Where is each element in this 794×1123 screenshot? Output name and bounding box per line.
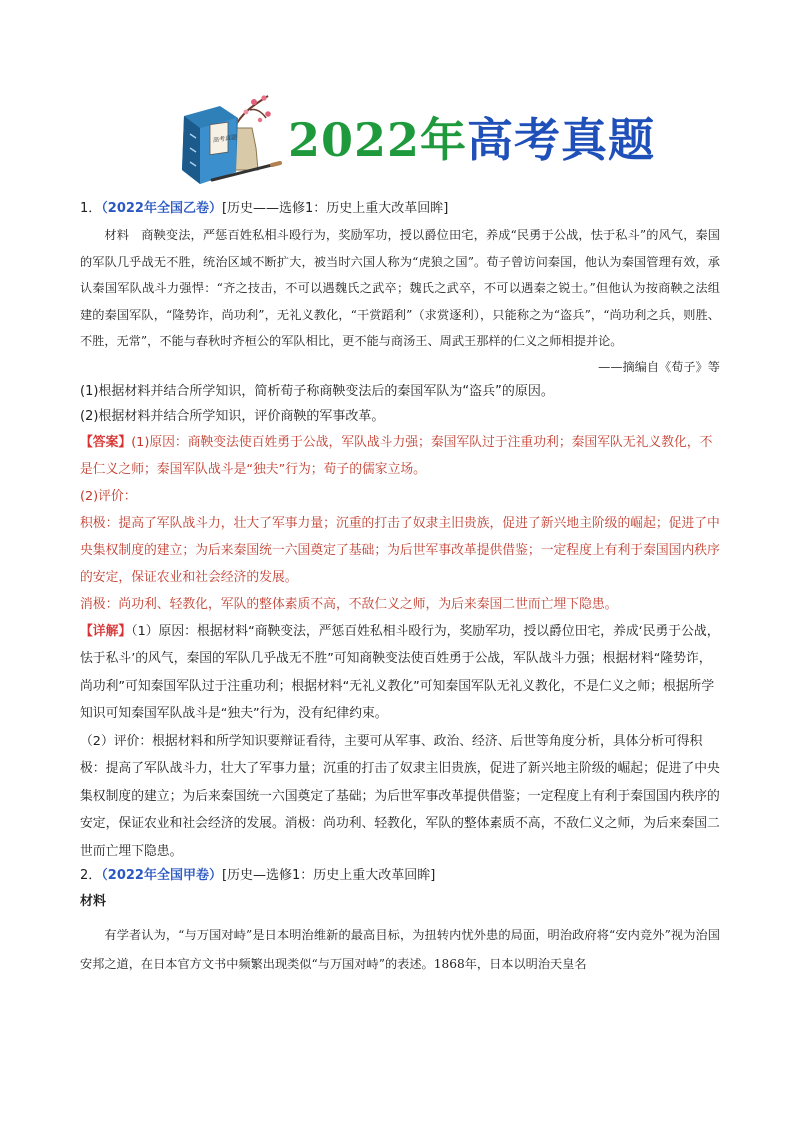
answer-part-2-negative: 消极：尚功利、轻教化，军队的整体素质不高，不敌仁义之师，为后来秦国二世而亡埋下隐患。 [80,596,618,612]
books-logo-icon [172,88,282,188]
detail-part-1: （1）原因：根据材料“商鞅变法，严惩百姓私相斗殴行为，奖励军功，授以爵位田宅，养成‘民勇于公战，怯于私斗’的风气，秦国的军队几乎战无不胜”可知商鞅变法使百姓勇于公战，军队战斗力强；根据材料“隆势诈，尚功利”可知秦国军队过于注重功利；根据材料“无礼义教化”可知秦国军队无礼义教化，不是仁义之师；根据所学知识可知秦国军队战斗是“独夫”行为，没有纪律约束。 [80,623,720,721]
answer-part-2-heading: (2)评价： [80,488,137,504]
detail-tag: 【详解】 [80,623,132,639]
title-year: 2022年 [288,113,468,167]
detail-block [80,618,720,728]
question-2-material: 有学者认为，“与万国对峙”是日本明治维新的最高目标，为扭转内忧外患的局面，明治政府将“安内竞外”视为治国安邦之道，在日本官方文书中频繁出现类似“与万国对峙”的表述。1868年，日本以明治天皇名 [80,928,720,971]
question-number: 1． [80,201,102,216]
answer-block [80,429,720,483]
question-1-ask-1: (1)根据材料并结合所学知识，简析荀子称商鞅变法后的秦国军队为“盗兵”的原因。 [80,383,554,399]
question-number: 2． [80,868,102,883]
question-2-heading [80,865,720,887]
question-source: （2022年全国乙卷） [101,201,222,216]
question-1-material: 材料 商鞅变法，严惩百姓私相斗殴行为，奖励军功，授以爵位田宅，养成“民勇于公战，怯于私斗”的风气，秦国的军队几乎战无不胜，统治区域不断扩大，被当时六国人称为“虎狼之国”。荀子曾访问秦国，他认为秦国管理有效，承认秦国军队战斗力强悍：“齐之技击，不可以遇魏氏之武卒；魏氏之武卒，不可以遇秦之锐士。”但他认为按商鞅之法组建的秦国军队，“隆势诈，尚功利”，无礼义教化，“干赏蹈利”（求赏逐利），只能称之为“盗兵”，“尚功利之兵，则胜、不胜，无常”，不能与春秋时齐桓公的军队相比，更不能与商汤王、周武王那样的仁义之师相提并论。 [80,228,720,348]
title-text: 高考真题 [467,113,656,167]
question-1-heading [80,198,720,220]
material-source-note: ——摘编自《荀子》等 [598,359,720,374]
detail-part-2: （2）评价：根据材料和所学知识要辩证看待，主要可从军事、政治、经济、后世等角度分析，具体分析可得积极：提高了军队战斗力，壮大了军事力量；沉重的打击了奴隶主旧贵族，促进了新兴地主阶级的崛起；促进了中央集权制度的建立；为后来秦国统一六国奠定了基础；为后世军事改革提供借鉴；一定程度上有利于秦国国内秩序的安定，保证农业和社会经济的发展。消极：尚功利、轻教化，军队的整体素质不高，不敌仁义之师，为后来秦国二世而亡埋下隐患。 [80,733,720,859]
question-1-ask-2: (2)根据材料并结合所学知识，评价商鞅的军事改革。 [80,408,385,424]
question-source: （2022年全国甲卷） [101,868,222,883]
question-topic: [历史—选修1：历史上重大改革回眸] [221,868,436,883]
logo-label: 高考真题 [213,133,237,145]
page-title [288,112,655,168]
answer-part-2-positive: 积极：提高了军队战斗力，壮大了军事力量；沉重的打击了奴隶主旧贵族，促进了新兴地主阶级的崛起；促进了中央集权制度的建立；为后来秦国统一六国奠定了基础；为后世军事改革提供借鉴；一定程度上有利于秦国国内秩序的安定，保证农业和社会经济的发展。 [80,515,720,585]
answer-tag: 【答案】 [80,434,132,450]
question-2-material-label: 材料 [80,894,107,909]
page-header [0,88,794,198]
answer-part-1: (1)原因：商鞅变法使百姓勇于公战，军队战斗力强；秦国军队过于注重功利；秦国军队无礼义教化，不是仁义之师；秦国军队战斗是“独夫”行为；荀子的儒家立场。 [80,434,713,477]
document-body [80,198,720,979]
question-topic: [历史——选修1：历史上重大改革回眸] [221,201,449,216]
